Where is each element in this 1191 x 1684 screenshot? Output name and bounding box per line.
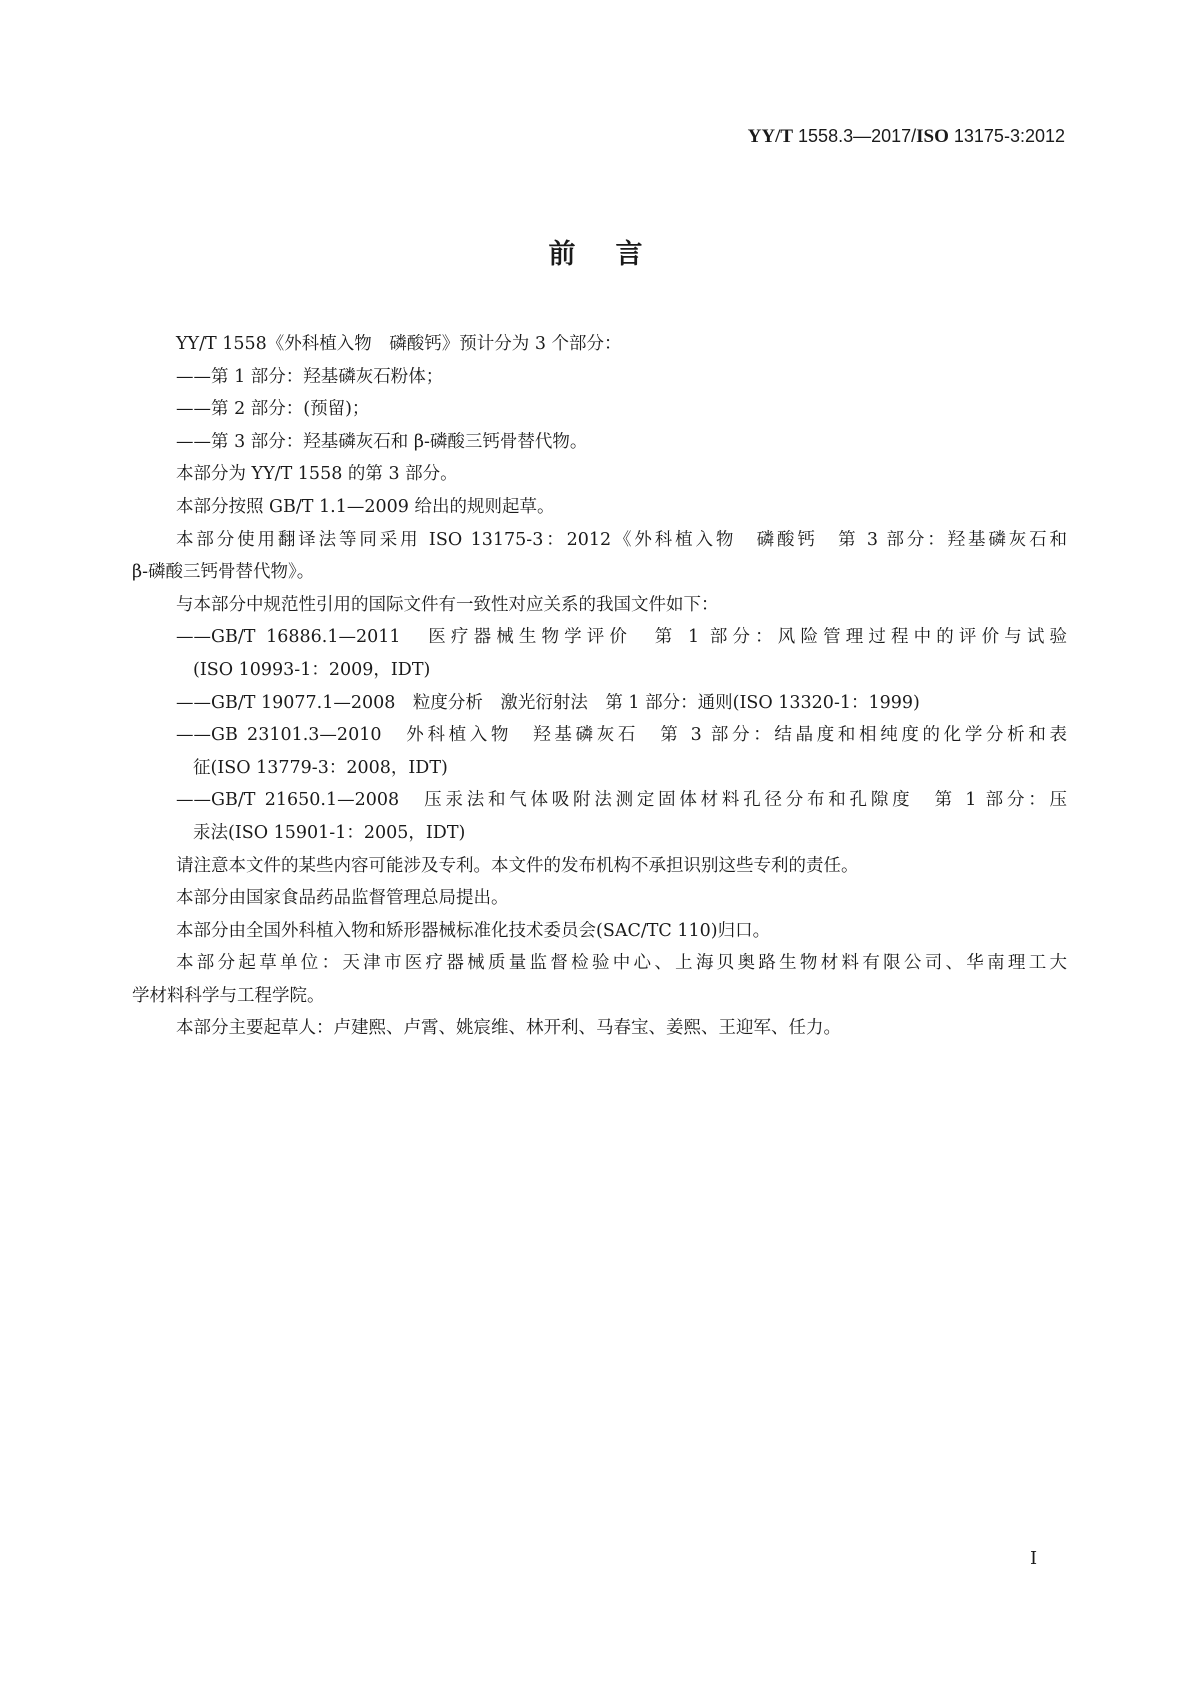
paragraph-line: β-磷酸三钙骨替代物》。 (132, 562, 315, 583)
paragraph-line: 学材料科学与工程学院。 (132, 985, 325, 1006)
reference-item: ——GB/T 19077.1—2008 粒度分析 激光衍射法 第 1 部分：通则(ISO 13320-1：1999) (176, 692, 920, 713)
reference-item-continuation: 汞法(ISO 15901-1：2005，IDT) (193, 822, 466, 843)
foreword-body (132, 328, 1067, 1045)
header-code-part: ISO (916, 126, 949, 147)
reference-item: ——GB/T 16886.1—2011 医疗器械生物学评价 第 1 部分：风险管理过程中的评价与试验 (176, 627, 1067, 648)
paragraph-line: 本部分按照 GB/T 1.1—2009 给出的规则起草。 (176, 496, 555, 517)
page-number: I (1030, 1548, 1038, 1569)
header-code-part: 1558.3—2017/ (793, 126, 917, 146)
paragraph-line: 本部分使用翻译法等同采用 ISO 13175-3：2012《外科植入物 磷酸钙 第 3 部分：羟基磷灰石和 (176, 529, 1067, 550)
paragraph-line: 本部分主要起草人：卢建熙、卢霄、姚宸维、林开利、马春宝、姜熙、王迎军、任力。 (176, 1018, 841, 1039)
document-code-header (748, 126, 1065, 148)
paragraph-line: 本部分起草单位：天津市医疗器械质量监督检验中心、上海贝奥路生物材料有限公司、华南理工大 (176, 953, 1067, 974)
reference-item-continuation: (ISO 10993-1：2009，IDT) (193, 659, 431, 680)
paragraph-line: 本部分由国家食品药品监督管理总局提出。 (176, 888, 509, 909)
list-item: ——第 3 部分：羟基磷灰石和 β-磷酸三钙骨替代物。 (176, 431, 588, 452)
header-code-part: 13175-3:2012 (948, 126, 1065, 146)
paragraph-line: YY/T 1558《外科植入物 磷酸钙》预计分为 3 个部分： (176, 334, 622, 354)
list-item: ——第 1 部分：羟基磷灰石粉体； (176, 366, 444, 387)
reference-item: ——GB 23101.3—2010 外科植入物 羟基磷灰石 第 3 部分：结晶度和相纯度的化学分析和表 (176, 725, 1067, 746)
header-code-part: YY/T (747, 126, 794, 147)
paragraph-line: 请注意本文件的某些内容可能涉及专利。本文件的发布机构不承担识别这些专利的责任。 (176, 855, 859, 876)
reference-item: ——GB/T 21650.1—2008 压汞法和气体吸附法测定固体材料孔径分布和孔隙度 第 1 部分：压 (176, 790, 1067, 811)
paragraph-line: 本部分由全国外科植入物和矫形器械标准化技术委员会(SAC/TC 110)归口。 (176, 920, 771, 941)
list-item: ——第 2 部分：(预留)； (176, 399, 370, 420)
paragraph-line: 本部分为 YY/T 1558 的第 3 部分。 (176, 464, 458, 485)
page-title: 前言 (548, 239, 683, 270)
paragraph-line: 与本部分中规范性引用的国际文件有一致性对应关系的我国文件如下： (176, 594, 719, 615)
reference-item-continuation: 征(ISO 13779-3：2008，IDT) (193, 757, 448, 778)
